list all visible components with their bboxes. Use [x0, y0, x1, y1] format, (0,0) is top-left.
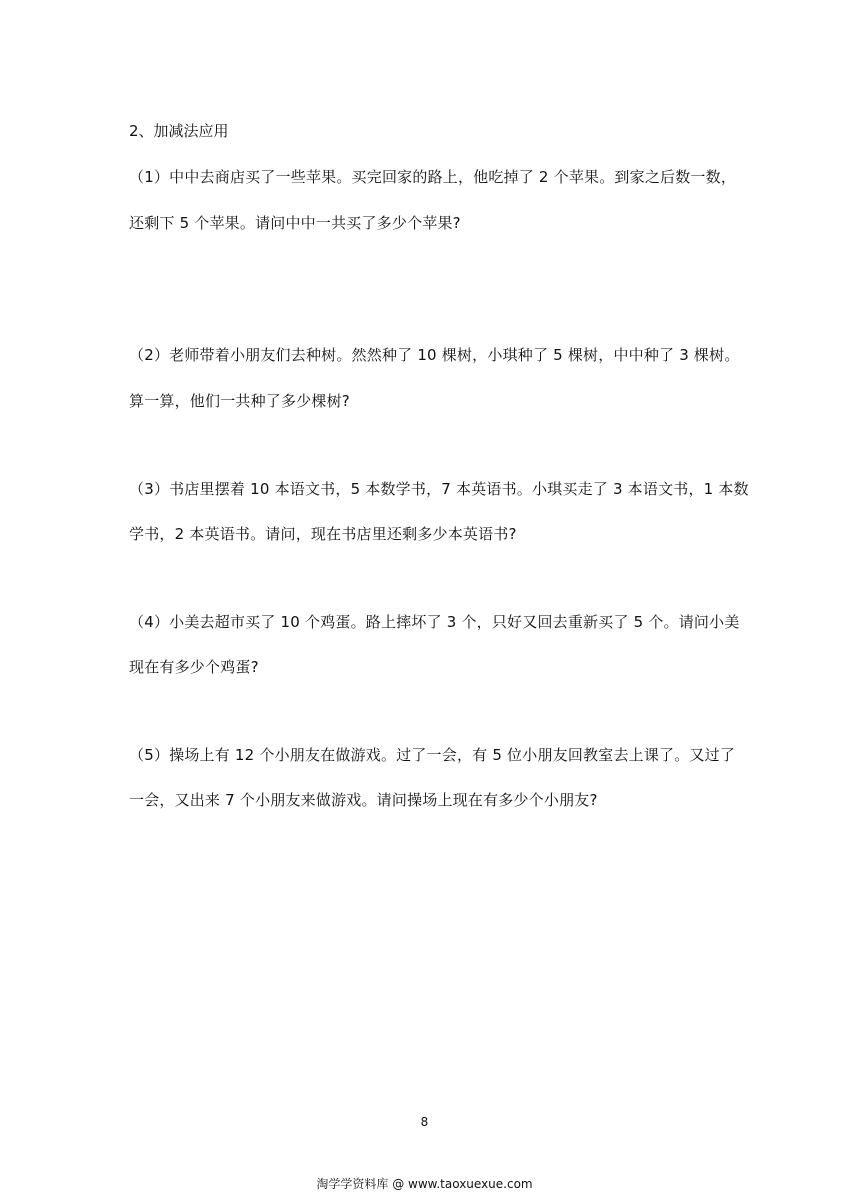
problem-1-line-2: 还剩下 5 个苹果。请问中中一共买了多少个苹果? [129, 214, 461, 232]
problem-2-line-2: 算一算，他们一共种了多少棵树? [129, 392, 350, 410]
problem-5-line-1: （5）操场上有 12 个小朋友在做游戏。过了一会，有 5 位小朋友回教室去上课了。又过了 [129, 746, 736, 764]
problem-5-line-2: 一会，又出来 7 个小朋友来做游戏。请问操场上现在有多少个小朋友? [129, 791, 598, 809]
problem-3-line-1: （3）书店里摆着 10 本语文书，5 本数学书，7 本英语书。小琪买走了 3 本语文书，1 本数 [129, 480, 749, 498]
footer-watermark: 淘学学资料库 @ www.taoxuexue.com [316, 1177, 533, 1191]
problem-1-line-1: （1）中中去商店买了一些苹果。买完回家的路上，他吃掉了 2 个苹果。到家之后数一数， [129, 168, 737, 186]
page-number: 8 [420, 1115, 429, 1129]
problem-4-line-1: （4）小美去超市买了 10 个鸡蛋。路上摔坏了 3 个，只好又回去重新买了 5 个。请问小美 [129, 613, 740, 631]
problem-4-line-2: 现在有多少个鸡蛋? [129, 658, 259, 676]
problem-2-line-1: （2）老师带着小朋友们去种树。然然种了 10 棵树，小琪种了 5 棵树，中中种了 3 棵树。 [129, 346, 740, 364]
section-title: 2、加减法应用 [129, 122, 229, 140]
problem-3-line-2: 学书，2 本英语书。请问，现在书店里还剩多少本英语书? [129, 525, 517, 543]
